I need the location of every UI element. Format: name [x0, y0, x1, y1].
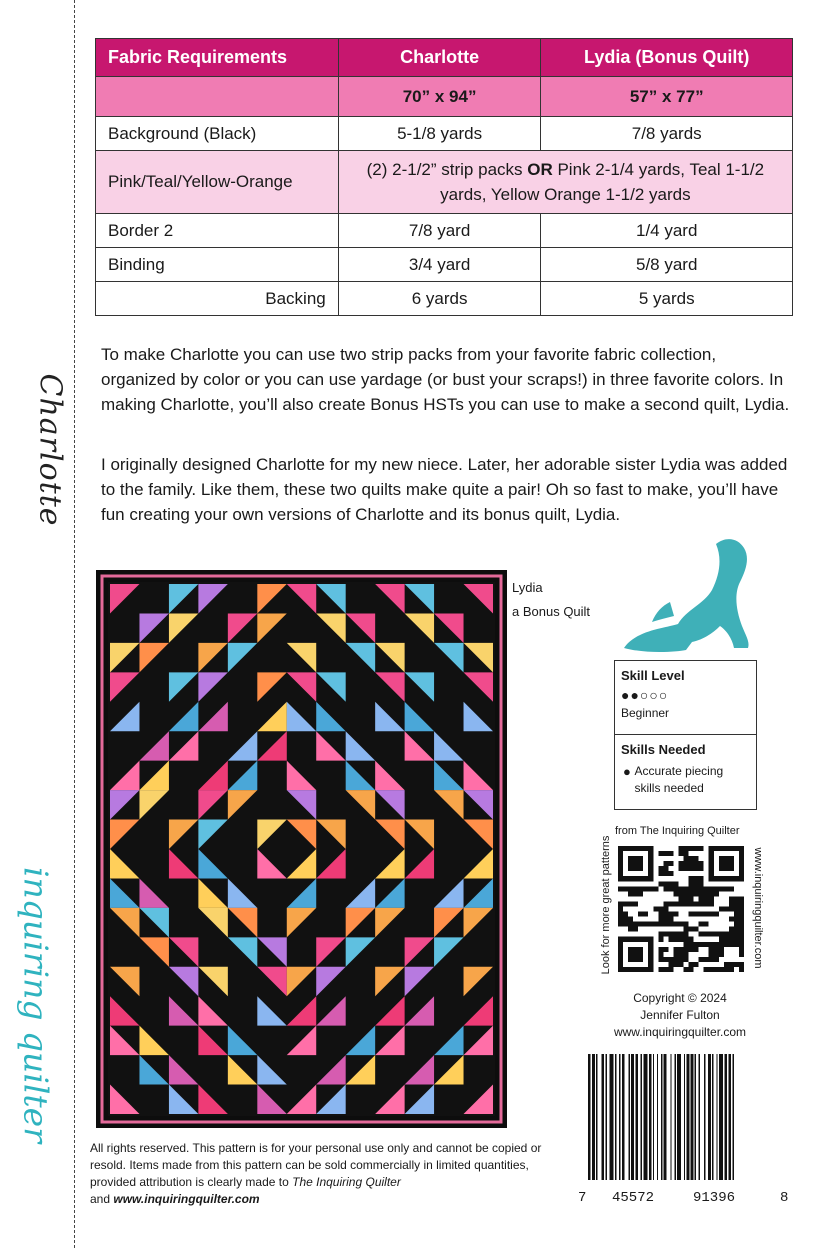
table-row [96, 214, 793, 248]
header-charlotte: Charlotte [338, 39, 541, 77]
row-label: Border 2 [96, 214, 339, 248]
skill-box [614, 660, 757, 810]
barcode-digit-last: 8 [780, 1190, 789, 1206]
table-row [96, 248, 793, 282]
rights-brand: The Inquiring Quilter [292, 1175, 401, 1189]
rights-and: and [90, 1192, 114, 1206]
row-lydia: 5 yards [541, 282, 793, 316]
barcode-icon [588, 1054, 774, 1180]
spine-title [20, 373, 80, 527]
barcode-digits-right: 91396 [693, 1190, 736, 1206]
row-charlotte: 7/8 yard [338, 214, 541, 248]
copyright-author: Jennifer Fulton [640, 1008, 720, 1022]
caption-subtitle: a Bonus Quilt [512, 604, 591, 619]
fold-line [74, 0, 75, 1248]
table-header-row [96, 39, 793, 77]
rights-text: All rights reserved. This pattern is for your personal use only and cannot be copied or resold. Items made from this pattern can be sold commercially in limited quantities, provided attribution is clearly made to [90, 1141, 542, 1189]
fabric-requirements-table [95, 38, 793, 316]
size-empty [96, 77, 339, 117]
bullet-icon: ● [623, 764, 631, 779]
intro-paragraph: To make Charlotte you can use two strip packs from your favorite fabric collection, organized by color or you can use yardage (or bust your scraps!) in three favorite colors. In making Charlotte, you’ll also create Bonus HSTs you can use to make a second quilt, Lydia. [101, 345, 790, 414]
row-label: Binding [96, 248, 339, 282]
qr-look-label [596, 830, 616, 980]
row-label: Backing [96, 282, 339, 316]
header-fabric: Fabric Requirements [96, 39, 339, 77]
yardage-text: Pink 2-1/4 yards, Teal 1-1/2 yards, Yellow Orange 1-1/2 yards [440, 160, 765, 204]
qr-code-icon [618, 845, 744, 973]
size-charlotte: 70” x 94” [338, 77, 541, 117]
strip-packs-text: (2) 2-1/2” strip packs [366, 160, 528, 179]
skill-level-value: Beginner [621, 706, 670, 720]
row-charlotte: 5-1/8 yards [338, 117, 541, 151]
row-charlotte: 3/4 yard [338, 248, 541, 282]
story-paragraph: I originally designed Charlotte for my new niece. Later, her adorable sister Lydia was added to the family. Like them, these two quilts make quite a pair! Oh so fast to make, you’ll have fun creating your own versions of Charlotte and its bonus quilt, Lydia. [101, 455, 788, 524]
or-text: OR [527, 160, 553, 179]
row-lydia: 7/8 yards [541, 117, 793, 151]
skill-level-section [615, 661, 756, 735]
caption-title: Lydia [512, 580, 543, 595]
qr-look-text: Look for more great patterns [600, 835, 612, 975]
skills-needed-item [621, 763, 750, 797]
table-row [96, 282, 793, 316]
row-lydia: 1/4 yard [541, 214, 793, 248]
table-row [96, 117, 793, 151]
size-lydia: 57” x 77” [541, 77, 793, 117]
rights-url: www.inquiringquilter.com [113, 1192, 260, 1206]
rights-notice [90, 1140, 560, 1208]
qr-url-text: www.inquiringquilter.com [752, 847, 764, 969]
spine-brand-logo [6, 867, 66, 1143]
skills-needed-text: Accurate piecing skills needed [634, 764, 724, 795]
row-strip-packs [338, 151, 792, 214]
barcode-digit-first: 7 [578, 1190, 587, 1206]
cat-logo-icon [616, 530, 766, 660]
copyright-line: Copyright © 2024 [633, 991, 727, 1005]
row-label: Background (Black) [96, 117, 339, 151]
row-lydia: 5/8 yard [541, 248, 793, 282]
qr-url-label [748, 838, 768, 978]
copyright-block [600, 990, 760, 1041]
row-charlotte: 6 yards [338, 282, 541, 316]
quilt-photo [96, 570, 507, 1128]
skill-rating-dots: ●●○○○ [621, 687, 669, 703]
skills-needed-section [615, 735, 756, 804]
copyright-url: www.inquiringquilter.com [613, 1025, 747, 1039]
barcode-digits-left: 45572 [612, 1190, 655, 1206]
table-size-row [96, 77, 793, 117]
qr-from-label: from The Inquiring Quilter [615, 825, 740, 837]
row-label: Pink/Teal/Yellow-Orange [96, 151, 339, 214]
skill-level-title: Skill Level [621, 668, 685, 683]
spine-title-text: Charlotte [32, 373, 68, 527]
spine-brand-text: inquiring quilter [16, 867, 56, 1143]
skills-needed-title: Skills Needed [621, 742, 706, 757]
header-lydia: Lydia (Bonus Quilt) [541, 39, 793, 77]
table-row [96, 151, 793, 214]
